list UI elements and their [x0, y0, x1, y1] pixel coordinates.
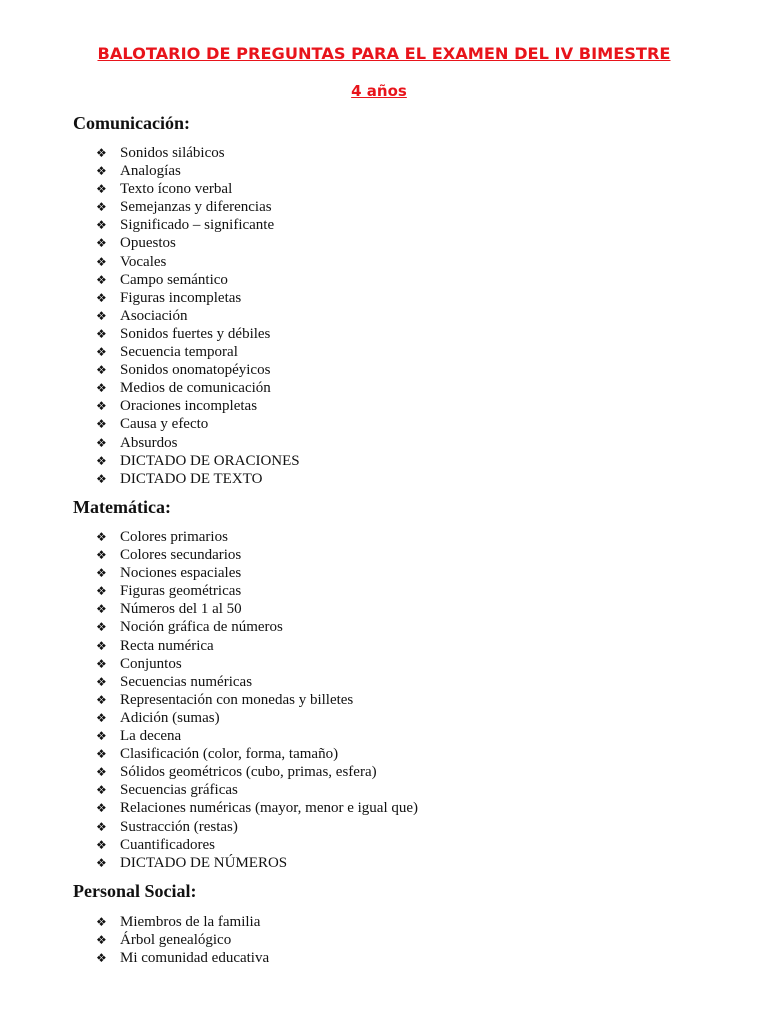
diamond-bullet-icon: ❖	[96, 837, 107, 852]
list-item	[96, 470, 300, 488]
diamond-bullet-icon: ❖	[96, 326, 107, 341]
diamond-bullet-icon: ❖	[96, 164, 107, 179]
list-item-text: Vocales	[120, 253, 167, 270]
list-item	[96, 781, 418, 799]
list-item	[96, 673, 418, 691]
diamond-bullet-icon: ❖	[96, 933, 107, 948]
diamond-bullet-icon: ❖	[96, 710, 107, 725]
list-item	[96, 546, 418, 564]
list-item-text: Árbol genealógico	[120, 932, 232, 949]
list-item	[96, 564, 418, 582]
list-item	[96, 361, 300, 379]
list-item	[96, 818, 418, 836]
diamond-bullet-icon: ❖	[96, 308, 107, 323]
diamond-bullet-icon: ❖	[96, 453, 107, 468]
list-item-text: Conjuntos	[120, 655, 182, 672]
list-item	[96, 691, 418, 709]
list-item-text: Mi comunidad educativa	[120, 950, 270, 967]
list-item	[96, 709, 418, 727]
list-item	[96, 745, 418, 763]
list-item	[96, 271, 300, 289]
list-item	[96, 434, 300, 452]
diamond-bullet-icon: ❖	[96, 146, 107, 160]
list-item-text: Colores secundarios	[120, 547, 242, 564]
list-item	[96, 618, 418, 636]
list-item	[96, 854, 418, 872]
list-item-text: Figuras geométricas	[120, 583, 242, 600]
diamond-bullet-icon: ❖	[96, 272, 107, 287]
list-item-text: Recta numérica	[120, 637, 214, 654]
diamond-bullet-icon: ❖	[96, 200, 107, 215]
diamond-bullet-icon: ❖	[96, 236, 107, 251]
list-item	[96, 379, 300, 397]
list-item-text: Sonidos silábicos	[120, 145, 225, 161]
list-item-text: Relaciones numéricas (mayor, menor e igual que)	[120, 800, 419, 817]
list-item-text: Sonidos onomatopéyicos	[120, 362, 271, 379]
diamond-bullet-icon: ❖	[96, 638, 107, 653]
list-item	[96, 234, 300, 252]
diamond-bullet-icon: ❖	[96, 692, 107, 707]
diamond-bullet-icon: ❖	[96, 801, 107, 816]
diamond-bullet-icon: ❖	[96, 584, 107, 599]
list-item	[96, 913, 269, 931]
list-item-text: Semejanzas y diferencias	[120, 199, 272, 216]
diamond-bullet-icon: ❖	[96, 417, 107, 432]
diamond-bullet-icon: ❖	[96, 656, 107, 671]
matematica-list	[96, 528, 418, 872]
diamond-bullet-icon: ❖	[96, 747, 107, 762]
list-item-text: Noción gráfica de números	[120, 619, 283, 636]
list-item	[96, 582, 418, 600]
diamond-bullet-icon: ❖	[96, 548, 107, 563]
section-heading-matematica: Matemática:	[73, 497, 171, 517]
list-item	[96, 162, 300, 180]
list-item	[96, 307, 300, 325]
list-item-text: Miembros de la familia	[120, 914, 261, 930]
list-item-text: Adición (sumas)	[120, 709, 220, 726]
diamond-bullet-icon: ❖	[96, 729, 107, 744]
diamond-bullet-icon: ❖	[96, 471, 107, 486]
diamond-bullet-icon: ❖	[96, 399, 107, 414]
list-item	[96, 253, 300, 271]
list-item-text: Asociación	[120, 307, 188, 324]
section-heading-comunicacion: Comunicación:	[73, 113, 190, 133]
diamond-bullet-icon: ❖	[96, 290, 107, 305]
list-item	[96, 949, 269, 967]
list-item	[96, 289, 300, 307]
list-item-text: Analogías	[120, 163, 181, 180]
list-item-text: Sonidos fuertes y débiles	[120, 325, 271, 342]
list-item-text: Representación con monedas y billetes	[120, 691, 354, 708]
list-item-text: Opuestos	[120, 235, 176, 252]
list-item	[96, 198, 300, 216]
list-item-text: Clasificación (color, forma, tamaño)	[120, 746, 339, 763]
diamond-bullet-icon: ❖	[96, 819, 107, 834]
diamond-bullet-icon: ❖	[96, 381, 107, 396]
list-item-text: DICTADO DE ORACIONES	[120, 452, 300, 469]
list-item	[96, 655, 418, 673]
list-item-text: Campo semántico	[120, 271, 228, 288]
list-item	[96, 763, 418, 781]
diamond-bullet-icon: ❖	[96, 530, 107, 544]
list-item-text: DICTADO DE TEXTO	[120, 470, 263, 487]
list-item	[96, 727, 418, 745]
list-item-text: Texto ícono verbal	[120, 181, 233, 198]
list-item-text: Números del 1 al 50	[120, 601, 242, 618]
comunicacion-list	[96, 144, 300, 488]
diamond-bullet-icon: ❖	[96, 620, 107, 635]
section-heading-personal-social: Personal Social:	[73, 881, 197, 901]
diamond-bullet-icon: ❖	[96, 566, 107, 581]
list-item-text: Cuantificadores	[120, 836, 215, 853]
document-subtitle: 4 años	[351, 82, 407, 100]
list-item	[96, 325, 300, 343]
document-title: BALOTARIO DE PREGUNTAS PARA EL EXAMEN DEL IV BIMESTRE	[97, 44, 671, 63]
list-item-text: La decena	[120, 728, 182, 745]
list-item	[96, 600, 418, 618]
list-item	[96, 216, 300, 234]
personal-social-list	[96, 913, 269, 967]
list-item-text: Oraciones incompletas	[120, 398, 258, 415]
diamond-bullet-icon: ❖	[96, 915, 107, 929]
list-item	[96, 931, 269, 949]
diamond-bullet-icon: ❖	[96, 951, 107, 966]
diamond-bullet-icon: ❖	[96, 765, 107, 780]
diamond-bullet-icon: ❖	[96, 254, 107, 269]
list-item	[96, 799, 418, 817]
list-item-text: Sustracción (restas)	[120, 818, 238, 835]
list-item	[96, 343, 300, 361]
diamond-bullet-icon: ❖	[96, 855, 107, 870]
diamond-bullet-icon: ❖	[96, 674, 107, 689]
list-item	[96, 415, 300, 433]
list-item	[96, 836, 418, 854]
list-item	[96, 180, 300, 198]
list-item-text: Secuencias numéricas	[120, 673, 253, 690]
diamond-bullet-icon: ❖	[96, 435, 107, 450]
list-item	[96, 144, 300, 162]
list-item-text: DICTADO DE NÚMEROS	[120, 854, 288, 871]
list-item-text: Significado – significante	[120, 217, 275, 234]
list-item-text: Nociones espaciales	[120, 565, 242, 582]
list-item-text: Colores primarios	[120, 529, 228, 545]
list-item-text: Secuencia temporal	[120, 344, 238, 361]
list-item-text: Medios de comunicación	[120, 380, 271, 397]
diamond-bullet-icon: ❖	[96, 602, 107, 617]
list-item	[96, 452, 300, 470]
list-item-text: Sólidos geométricos (cubo, primas, esfera)	[120, 764, 377, 781]
list-item	[96, 397, 300, 415]
list-item-text: Absurdos	[120, 434, 178, 451]
list-item-text: Causa y efecto	[120, 416, 209, 433]
list-item-text: Figuras incompletas	[120, 289, 242, 306]
diamond-bullet-icon: ❖	[96, 182, 107, 197]
diamond-bullet-icon: ❖	[96, 345, 107, 360]
diamond-bullet-icon: ❖	[96, 783, 107, 798]
list-item-text: Secuencias gráficas	[120, 782, 238, 799]
list-item	[96, 528, 418, 546]
diamond-bullet-icon: ❖	[96, 218, 107, 233]
list-item	[96, 637, 418, 655]
diamond-bullet-icon: ❖	[96, 363, 107, 378]
